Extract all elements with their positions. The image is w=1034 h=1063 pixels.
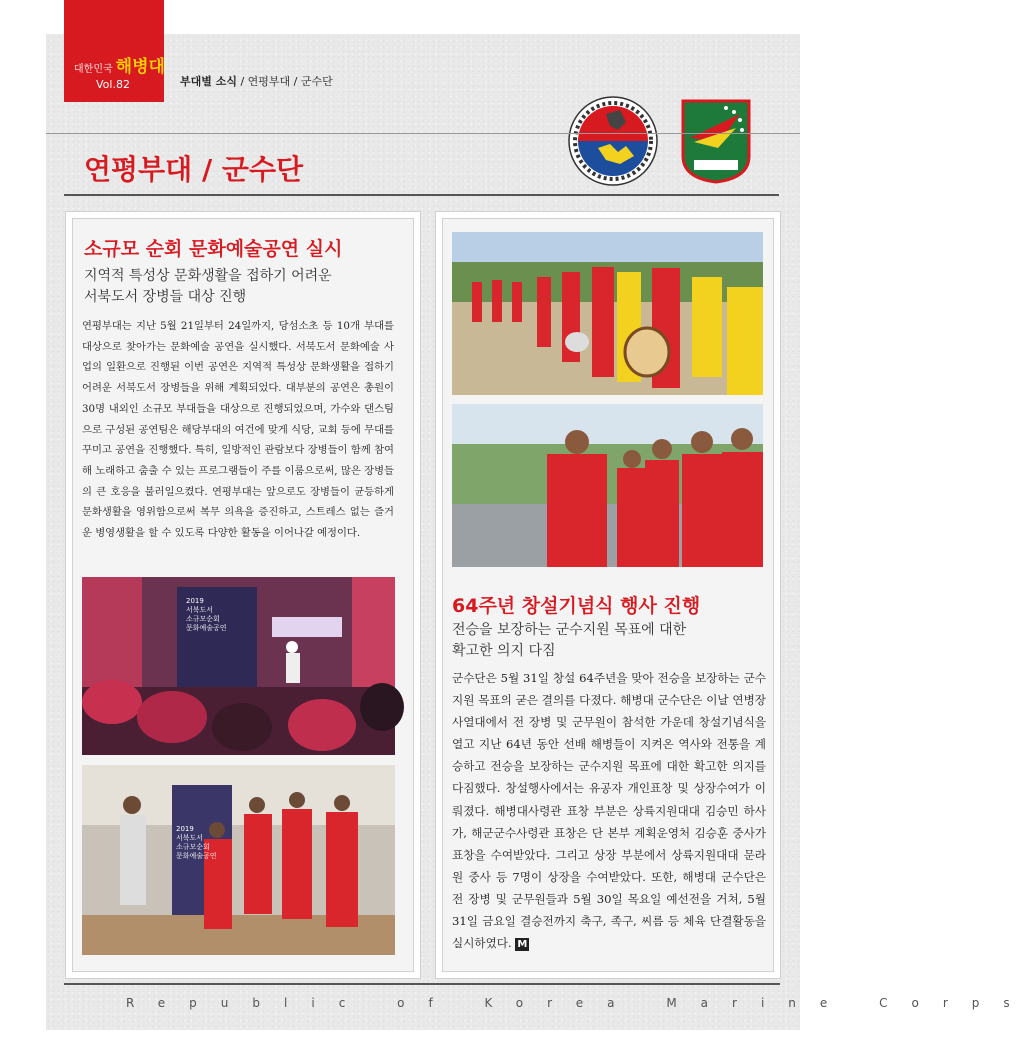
- article2-body-text: 군수단은 5월 31일 창설 64주년을 맞아 전승을 보장하는 군수지원 목표의 굳은 결의를 다졌다. 해병대 군수단은 이날 연병장 사열대에서 전 장병 및 군무원이 참석한 가운데 창설기념식을 열고 지난 64년 동안 선배 해병들이 지켜온 역사와 전통을 계승하고 전승을 보장하는 군수지원 목표에 대한 확고한 의지를 다짐했다. 창설행사에서는 유공자 개인표창 및 상장수여가 이뤄졌다. 해병대사령관 표창 부분은 상륙지원대대 김승민 하사가, 해군군수사령관 표창은 단 본부 계획운영처 김승훈 중사가 표창을 수여받았다. 그리고 상장 부분에서 상륙지원대대 문라원 중사 등 7명이 상장을 수여받았다. 또한, 해병대 군수단은 전 장병 및 군무원들과 5월 30일 목요일 예선전을 거쳐, 5월 31일 금요일 결승전까지 축구, 족구, 씨름 등 체육 단결활동을 실시하였다.: [452, 671, 766, 951]
- poster-line-4: 문화예술공연: [186, 624, 227, 632]
- poster2-line-2: 서북도서: [176, 834, 204, 842]
- poster2-line-3: 소규모순회: [176, 843, 210, 851]
- poster-year: 2019: [186, 597, 204, 605]
- breadcrumb-separator: /: [240, 75, 248, 88]
- poster-line-3: 소규모순회: [186, 615, 220, 623]
- unit-emblem-icon: [568, 96, 658, 186]
- article2-headline: 64주년 창설기념식 행사 진행: [452, 595, 701, 617]
- award-handshake-photo: [452, 404, 763, 567]
- logistics-emblem-icon: [680, 98, 752, 184]
- dance-performance-photo: [82, 765, 395, 955]
- article1-body: 연평부대는 지난 5월 21일부터 24일까지, 당섬소초 등 10개 부대를 대상으로 찾아가는 문화예술 공연을 실시했다. 서북도서 문화예술 사업의 일환으로 진행된 이번 공연은 지역적 특성상 문화생활을 접하기 어려운 서북도서 장병들을 위해 계획되었다. 대부분의 공연은 총원이 30명 내외인 소규모 부대들을 대상으로 진행되었으며, 가수와 댄스팀으로 구성된 공연팀은 해당부대의 여건에 맞게 식당, 교회 등에 무대를 꾸미고 공연을 진행했다. 특히, 일방적인 관람보다 장병들이 함께 참여해 노래하고 춤출 수 있는 프로그램들이 주를 이룸으로써, 많은 장병들의 큰 호응을 불러일으켰다. 연평부대는 앞으로도 장병들이 균등하게 문화생활을 영위함으로써 복무 의욕을 증진하고, 스트레스 없는 즐거운 병영생활을 할 수 있도록 다양한 활동을 이어나갈 예정이다.: [82, 320, 394, 540]
- footer-text: Republic of Korea Marine Corps: [126, 996, 1034, 1010]
- drum-band-photo: [452, 232, 763, 395]
- poster2-line-4: 문화예술공연: [176, 852, 217, 860]
- breadcrumb-section: 부대별 소식: [180, 75, 237, 88]
- article2-subtitle-1: 전승을 보장하는 군수지원 목표에 대한: [452, 622, 687, 638]
- title-rule: [64, 194, 779, 196]
- badge-volume: Vol.82: [96, 78, 130, 91]
- article1-subtitle-1: 지역적 특성상 문화생활을 접하기 어려운: [84, 268, 332, 284]
- magazine-badge: [64, 0, 164, 102]
- header-rule: [46, 133, 800, 134]
- badge-country: 대한민국: [74, 64, 113, 75]
- article1-headline: 소규모 순회 문화예술공연 실시: [84, 238, 343, 260]
- page-title: 연평부대 / 군수단: [84, 153, 304, 186]
- article2-body: [452, 667, 766, 954]
- article2-subtitle-2: 확고한 의지 다짐: [452, 643, 556, 659]
- poster2-year: 2019: [176, 825, 194, 833]
- breadcrumb-path: 연평부대 / 군수단: [247, 75, 333, 88]
- article1-subtitle-2: 서북도서 장병들 대상 진행: [84, 289, 247, 305]
- poster-line-2: 서북도서: [186, 606, 214, 614]
- breadcrumb: [180, 73, 333, 89]
- concert-stage-photo: [82, 577, 395, 755]
- footer-rule: [64, 983, 780, 985]
- badge-title: 해병대: [115, 57, 165, 77]
- end-mark-icon: M: [517, 938, 528, 950]
